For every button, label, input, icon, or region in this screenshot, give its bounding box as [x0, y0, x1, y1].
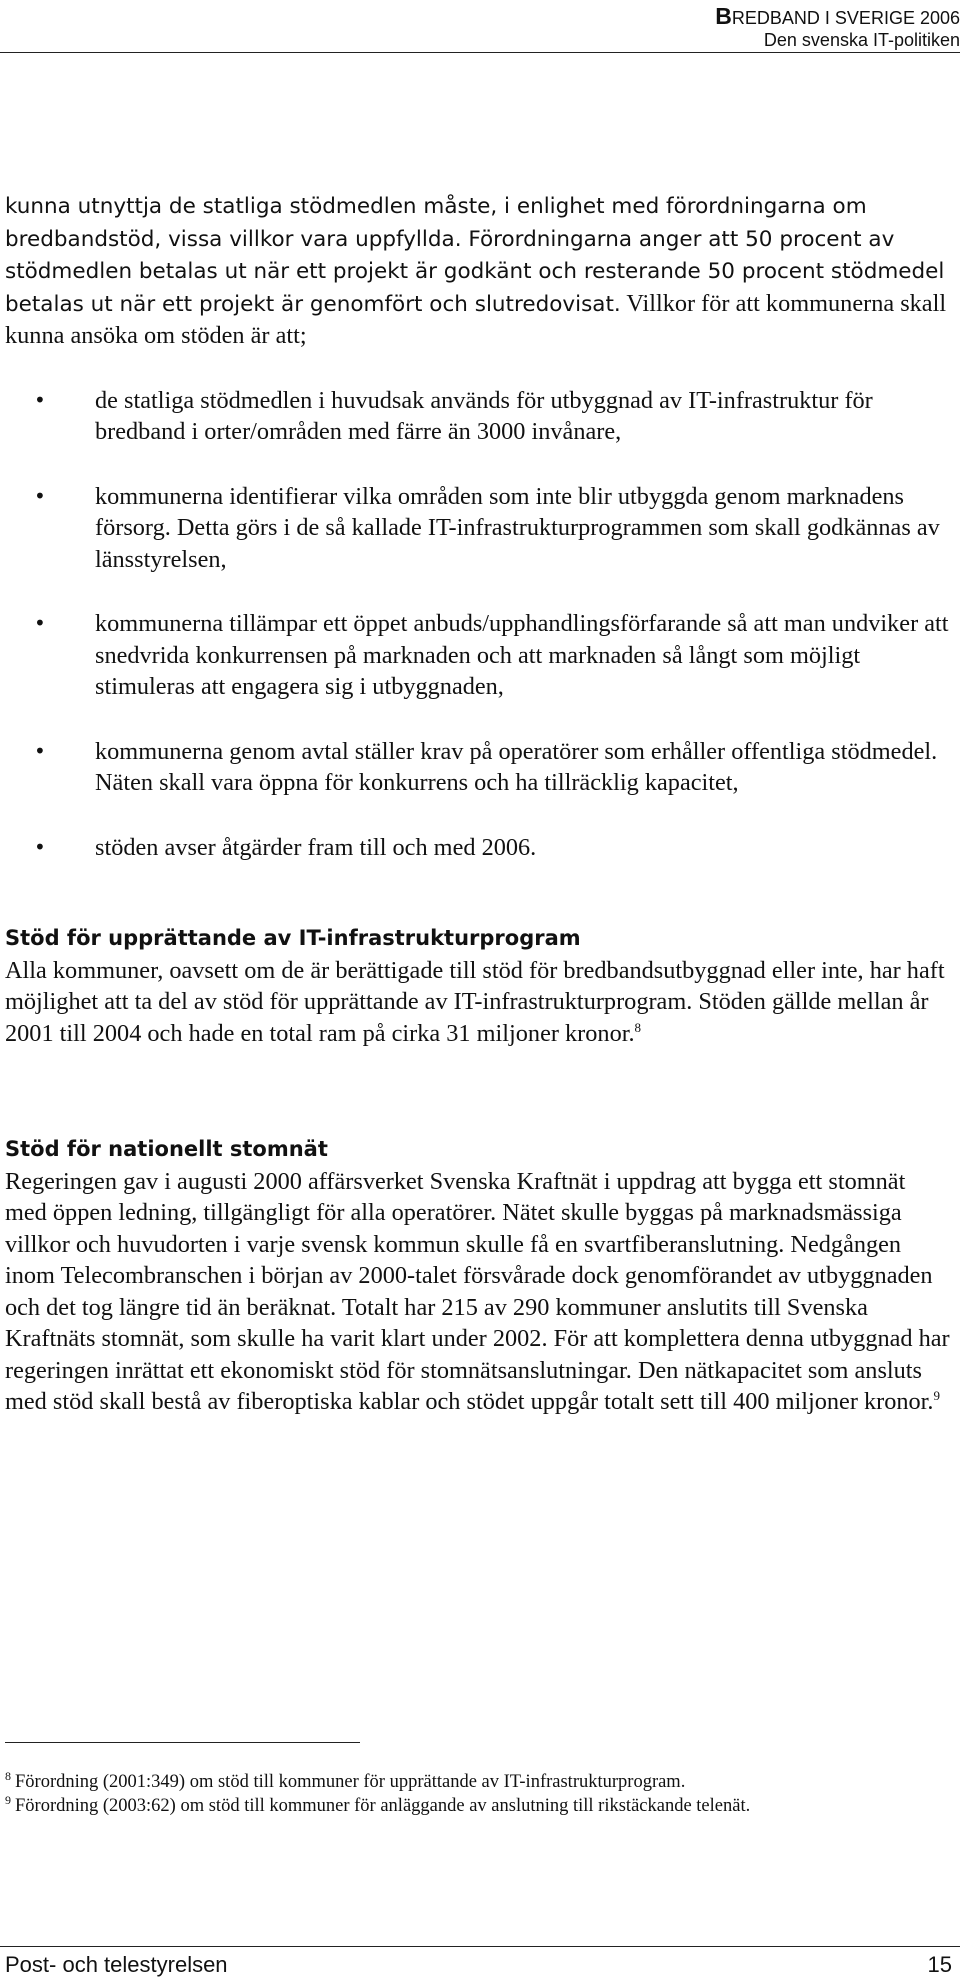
- title-rest: REDBAND I SVERIGE 2006: [731, 8, 960, 28]
- footnote-number: 8: [5, 1768, 11, 1783]
- page-number: 15: [927, 1952, 952, 1977]
- footer-divider: [0, 1946, 960, 1947]
- list-item-text: kommunerna identifierar vilka områden som inte blir utbyggda genom marknadens försorg. Detta görs i de så kallade IT-infrastrukturprogrammen som skall godkännas av länsstyrelsen,: [95, 482, 940, 573]
- footnote-text: Förordning (2001:349) om stöd till kommuner för upprättande av IT-infrastrukturprogram.: [15, 1772, 686, 1792]
- document-subtitle: Den svenska IT-politiken: [763, 30, 960, 50]
- footnote-number: 9: [5, 1792, 11, 1807]
- bullet-icon: •: [34, 387, 46, 412]
- intro-sans-text: kunna utnyttja de statliga stödmedlen måste, i enlighet med förordningarna om bredbandstöd, vissa villkor vara uppfyllda. Förordningarna anger att 50 procent av stödmedlen betalas ut när ett projekt är godkänt och resterande 50 procent stödmedel betalas ut när ett projekt är genomfört och slutredovisat.: [5, 194, 945, 317]
- footnote-text: Förordning (2003:62) om stöd till kommuner för anläggande av anslutning till rikstäckande telenät.: [15, 1796, 751, 1816]
- document-title: [715, 5, 960, 29]
- bullet-icon: •: [34, 483, 46, 508]
- footnote-ref[interactable]: 9: [933, 1387, 940, 1403]
- header-divider: [0, 52, 960, 53]
- list-item-text: kommunerna tillämpar ett öppet anbuds/upphandlingsförfarande så att man undviker att snedvrida konkurrensen på marknaden och att marknaden så långt som möjligt stimuleras att engagera sig i utbyggnaden,: [95, 610, 949, 700]
- section-heading-stomnat: Stöd för nationellt stomnät: [5, 1137, 328, 1161]
- list-item-text: de statliga stödmedlen i huvudsak används för utbyggnad av IT-infrastruktur för bredband i orter/områden med färre än 3000 invånare,: [95, 386, 873, 445]
- page-header: [715, 5, 960, 51]
- section-text: Regeringen gav i augusti 2000 affärsverket Svenska Kraftnät i uppdrag att bygga ett stomnät med öppen ledning, tillgängligt för alla operatörer. Nätet skulle byggas på marknadsmässiga villkor och huvudorten i varje svensk kommun skulle få en svartfiberanslutning. Nedgången inom Telecombranschen i början av 2000-talet försvårade dock genomförandet av utbyggnaden och det tog längre tid än beräknat. Totalt har 215 av 290 kommuner anslutits till Svenska Kraftnäts stomnät, som skulle ha varit klart under 2002. För att komplettera denna utbyggnad har regeringen inrättat ett ekonomiskt stöd för stomnätsanslutningar. Den nätkapacitet som ansluts med stöd skall bestå av fiberoptiska kablar och stödet uppgår totalt sett till 400 miljoner kronor.: [5, 1167, 950, 1415]
- list-item: [5, 608, 950, 703]
- bullet-icon: •: [34, 738, 46, 763]
- section-heading-it-infrastructure: Stöd för upprättande av IT-infrastrukturprogram: [5, 926, 581, 950]
- section-paragraph-stomnat: [5, 1166, 950, 1418]
- list-item-text: kommunerna genom avtal ställer krav på operatörer som erhåller offentliga stödmedel. Näten skall vara öppna för konkurrens och ha tillräcklig kapacitet,: [95, 737, 938, 796]
- footnote-divider: [5, 1742, 360, 1743]
- page-body: [5, 190, 950, 1418]
- footer-publisher: Post- och telestyrelsen: [5, 1952, 228, 1977]
- list-item: [5, 481, 950, 576]
- footnotes: [5, 1770, 950, 1818]
- list-item-text: stöden avser åtgärder fram till och med 2006.: [95, 833, 537, 861]
- intro-paragraph: [5, 190, 950, 352]
- list-item: [5, 385, 950, 448]
- conditions-list: [5, 385, 950, 864]
- title-initial: B: [715, 3, 732, 29]
- section-paragraph-it-infrastructure: [5, 955, 950, 1050]
- section-text: Alla kommuner, oavsett om de är berättigade till stöd för bredbandsutbyggnad eller inte, har haft möjlighet att ta del av stöd för upprättande av IT-infrastrukturprogram. Stöden gällde mellan år 2001 till 2004 och hade en total ram på cirka 31 miljoner kronor.: [5, 956, 945, 1047]
- footnote: [5, 1770, 950, 1794]
- bullet-icon: •: [34, 834, 46, 859]
- bullet-icon: •: [34, 611, 46, 635]
- intro-serif-text: Villkor för att kommunerna skall kunna ansöka om stöden är att;: [5, 289, 947, 349]
- footnote-ref[interactable]: 8: [634, 1019, 642, 1035]
- list-item: [5, 832, 950, 864]
- footnote: [5, 1794, 950, 1818]
- list-item: [5, 736, 950, 799]
